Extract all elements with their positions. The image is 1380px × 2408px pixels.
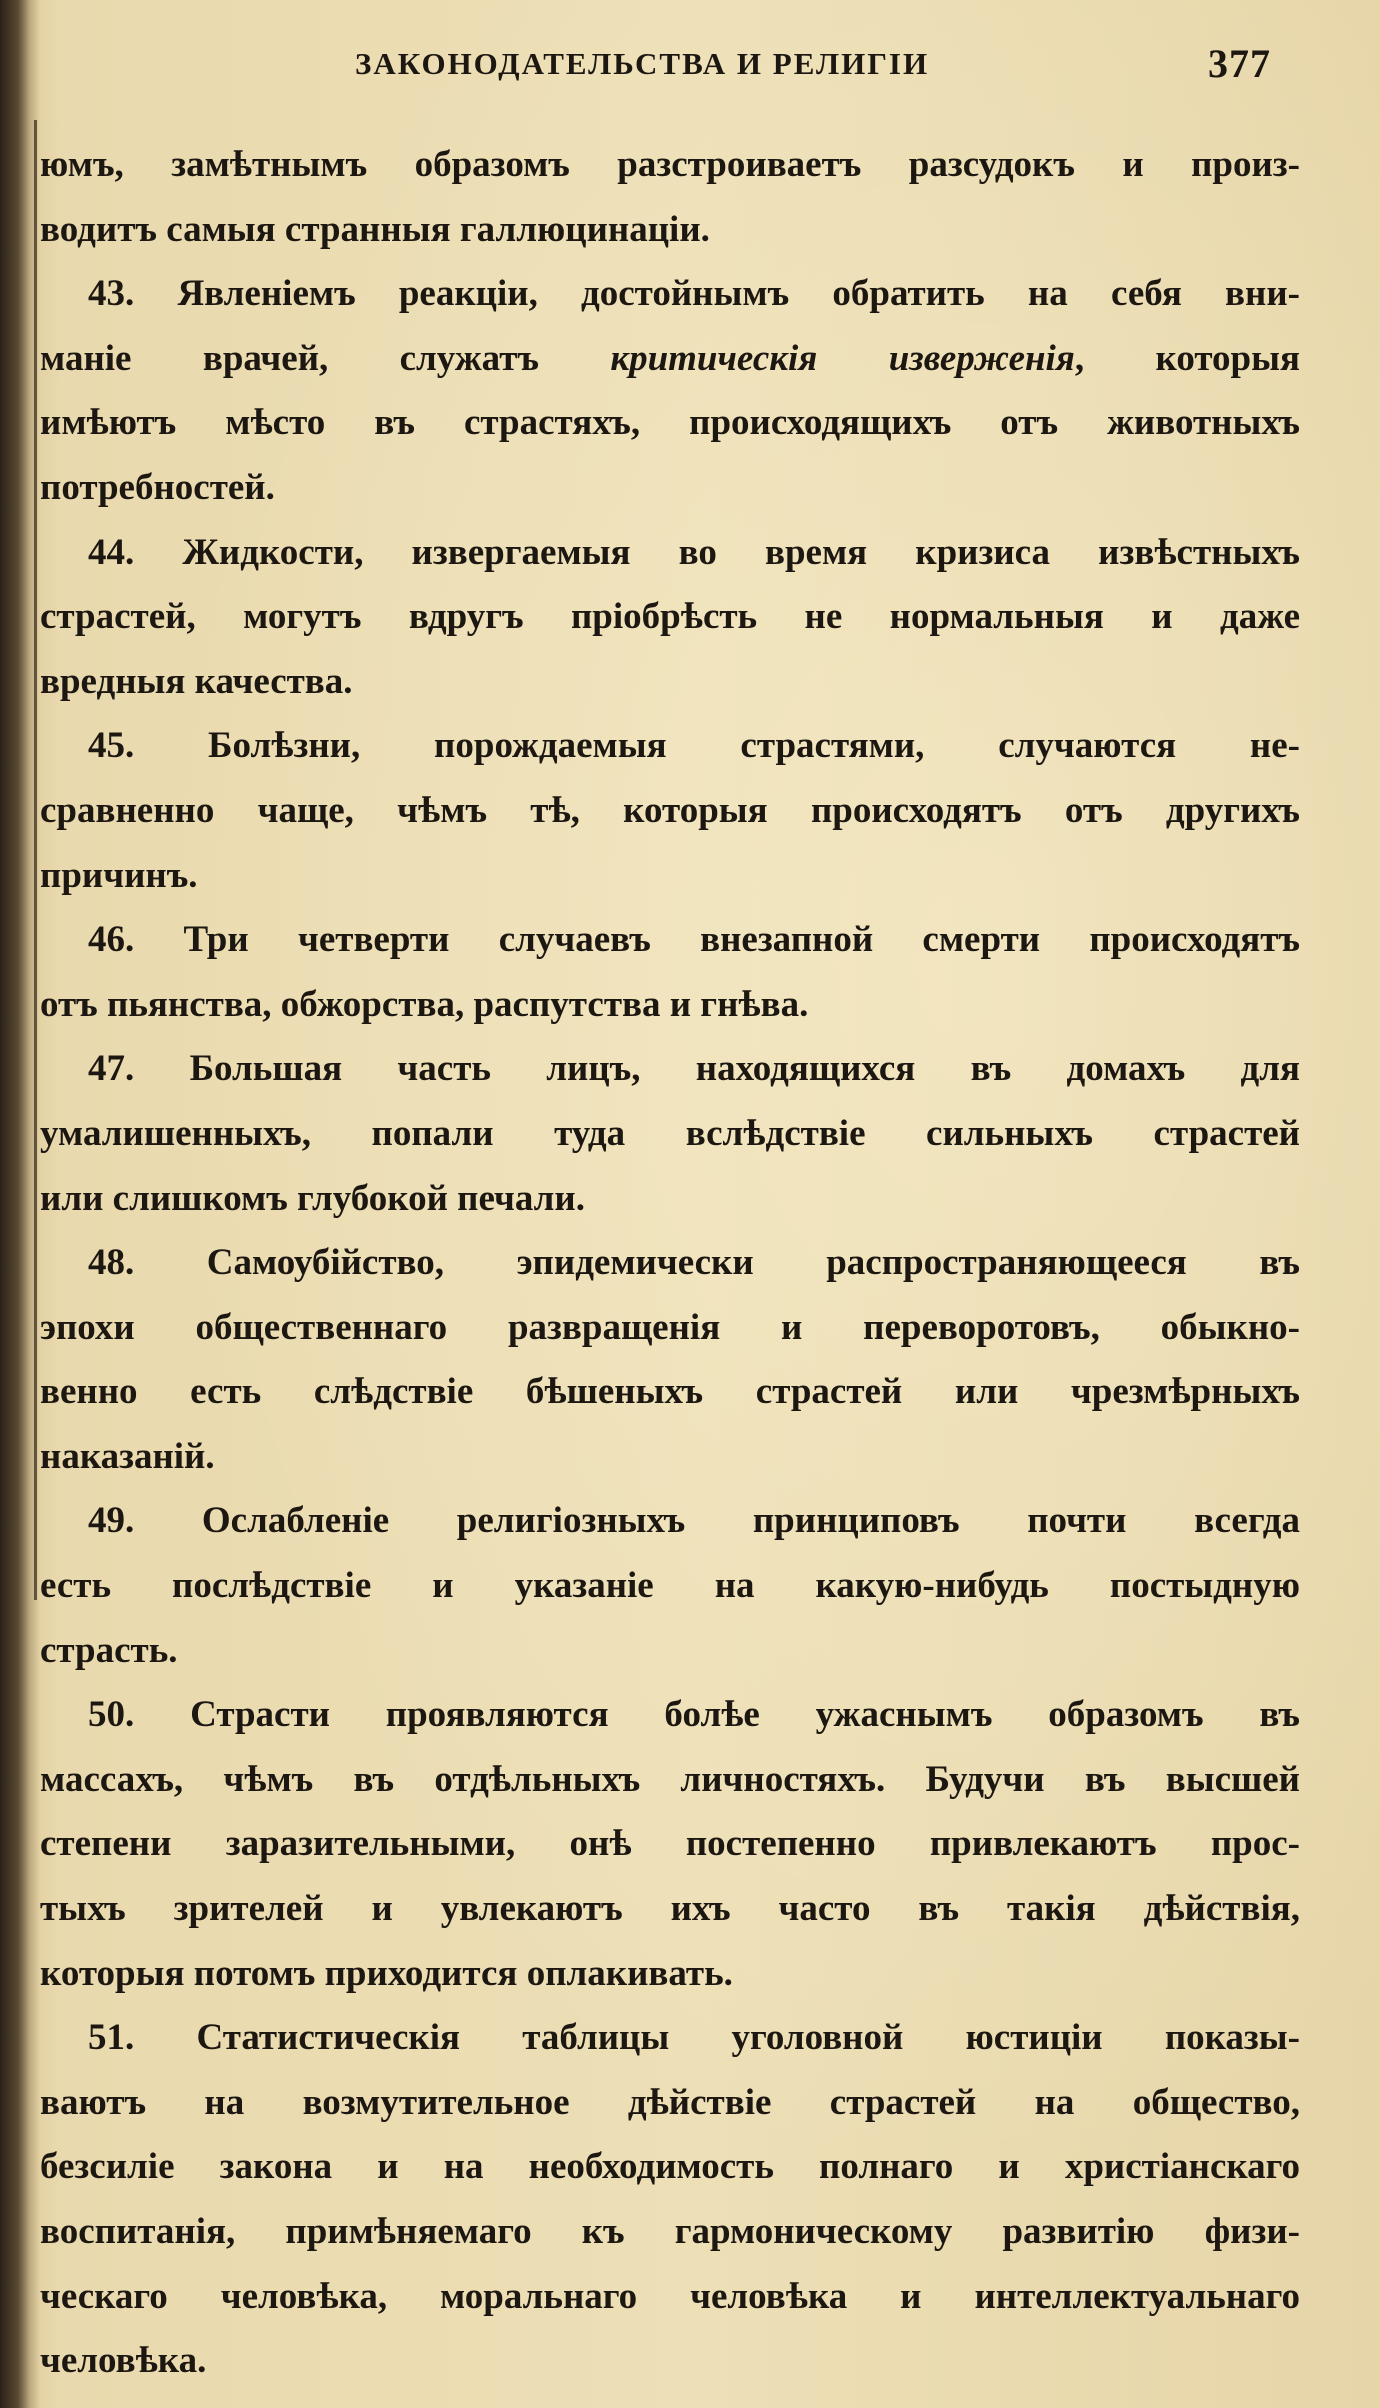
text-line: ваютъ на возмутительное дѣйствіе страстей на общество, [40, 2081, 1300, 2123]
text-line: страстей, могутъ вдругъ пріобрѣсть не нормальныя и даже [40, 596, 1300, 638]
text-line: 44. Жидкости, извергаемыя во время кризиса извѣстныхъ [88, 531, 1300, 573]
text-line: которыя потомъ приходится оплакивать. [40, 1952, 733, 1994]
text-line: человѣка. [40, 2340, 207, 2382]
page-number: 377 [1208, 41, 1271, 86]
italic-phrase: критическія изверженія [610, 337, 1075, 379]
text-line: причинъ. [40, 854, 198, 896]
text-line: потребностей. [40, 466, 275, 508]
text-line [40, 327, 1300, 392]
text-line: 46. Три четверти случаевъ внезапной смерти происходятъ [88, 919, 1300, 961]
text-line: 47. Большая часть лицъ, находящихся въ домахъ для [88, 1048, 1300, 1090]
text-run: , которыя [1074, 337, 1300, 379]
text-line: водитъ самыя странныя галлюцинаціи. [40, 208, 710, 250]
text-line: страсть. [40, 1629, 178, 1671]
page-header [0, 40, 1380, 90]
text-line: отъ пьянства, обжорства, распутства и гнѣва. [40, 983, 809, 1025]
body-text [40, 133, 1300, 2394]
text-run: маніе врачей, служатъ [40, 337, 611, 379]
text-line: воспитанія, примѣняемаго къ гармоническому развитію физи- [40, 2211, 1300, 2252]
text-line: сравненно чаще, чѣмъ тѣ, которыя происходятъ отъ другихъ [40, 789, 1300, 831]
text-line: юмъ, замѣтнымъ образомъ разстроиваетъ разсудокъ и произ- [40, 144, 1300, 185]
text-line: венно есть слѣдствіе бѣшеныхъ страстей или чрезмѣрныхъ [40, 1371, 1300, 1413]
text-line: тыхъ зрителей и увлекаютъ ихъ часто въ такія дѣйствія, [40, 1888, 1300, 1930]
text-line: степени заразительными, онѣ постепенно привлекаютъ прос- [40, 1823, 1300, 1865]
text-line: безсиліе закона и на необходимость полнаго и христіанскаго [40, 2146, 1300, 2188]
text-line: 43. Явленіемъ реакціи, достойнымъ обратить на себя вни- [88, 273, 1300, 315]
text-line: 49. Ослабленіе религіозныхъ принциповъ почти всегда [88, 1500, 1300, 1542]
running-title: ЗАКОНОДАТЕЛЬСТВА И РЕЛИГІИ [355, 46, 930, 81]
page-edge-rule [34, 120, 37, 1600]
text-line: вредныя качества. [40, 660, 353, 702]
text-line: 45. Болѣзни, порождаемыя страстями, случаются не- [88, 725, 1300, 767]
text-line: массахъ, чѣмъ въ отдѣльныхъ личностяхъ. Будучи въ высшей [40, 1758, 1300, 1800]
text-line: наказаній. [40, 1435, 215, 1477]
text-line: или слишкомъ глубокой печали. [40, 1177, 585, 1219]
text-line: ческаго человѣка, моральнаго человѣка и интеллектуальнаго [40, 2275, 1300, 2317]
text-line: 50. Страсти проявляются болѣе ужаснымъ образомъ въ [88, 1694, 1300, 1736]
text-line: эпохи общественнаго развращенія и переворотовъ, обыкно- [40, 1306, 1300, 1348]
text-line: 51. Статистическія таблицы уголовной юстиціи показы- [88, 2017, 1300, 2059]
text-line: умалишенныхъ, попали туда вслѣдствіе сильныхъ страстей [40, 1112, 1300, 1154]
text-line: 48. Самоубійство, эпидемически распространяющееся въ [88, 1242, 1300, 1284]
text-line: есть послѣдствіе и указаніе на какую-нибудь постыдную [40, 1565, 1300, 1607]
text-line: имѣютъ мѣсто въ страстяхъ, происходящихъ отъ животныхъ [40, 402, 1300, 444]
